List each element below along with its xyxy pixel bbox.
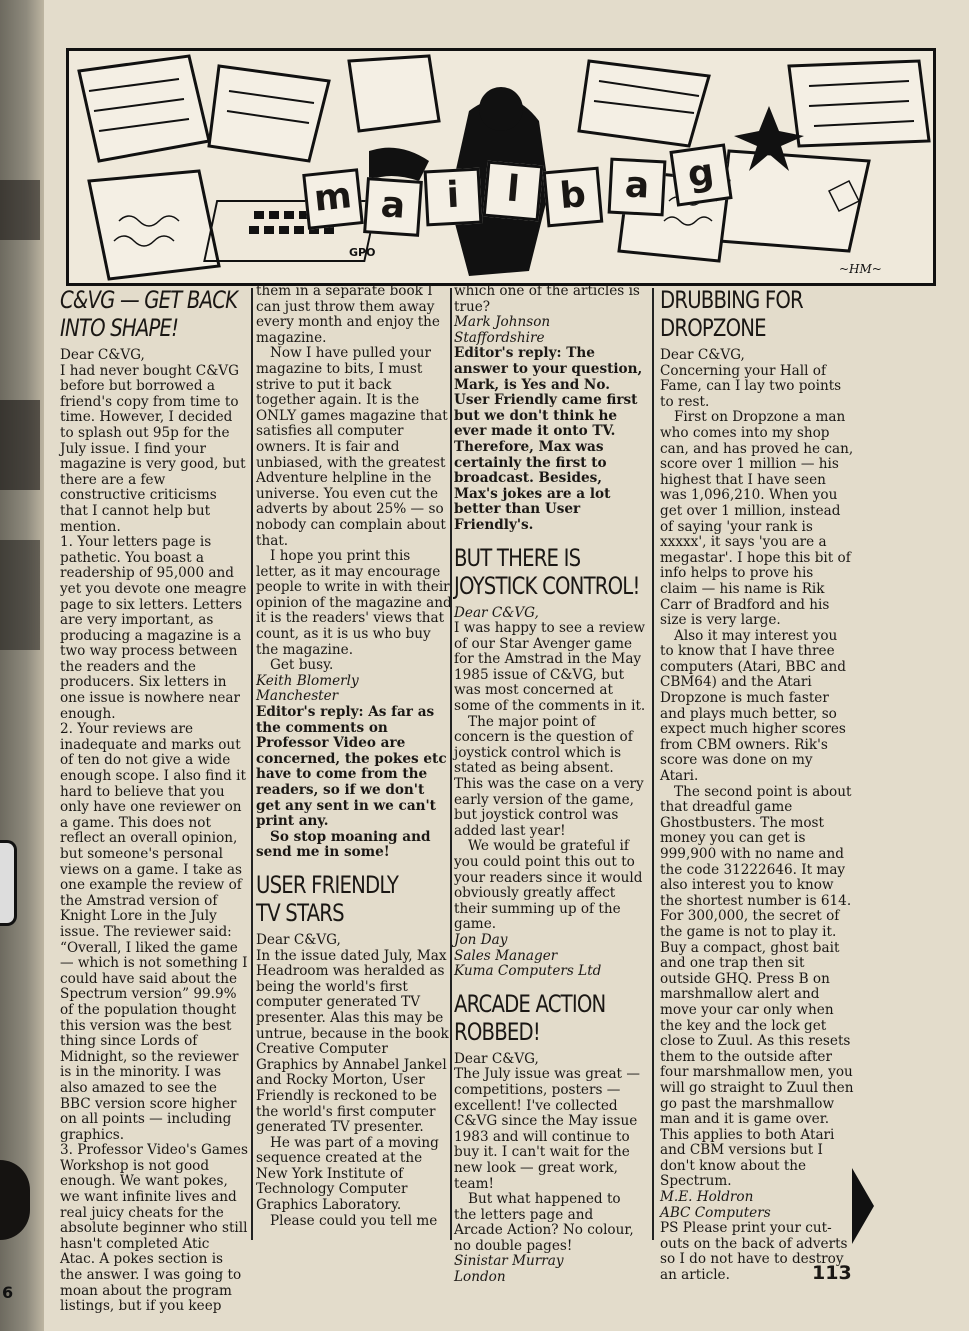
headline-drubbing-for-dropzone: [660, 286, 819, 342]
headline-line: JOYSTICK CONTROL!: [454, 571, 640, 600]
letter-paragraph: Now I have pulled your magazine to bits, I must strive to put it back together again. It is the ONLY games magazine that satisfies all computer owners. It is fair and unbiased, with the greatest Adventure helpline in the universe. You even cut the adverts by about 25% — so nobody can complain about that.: [256, 345, 448, 549]
headline-arcade-action-robbed: [454, 990, 611, 1046]
editor-reply: Editor's reply: As far as the comments on Professor Video are concerned, the pokes etc have to come from the readers, so if we don't get any sent in we can't print any.: [256, 704, 447, 830]
letter-paragraph: The July issue was great — competitions, posters — excellent! I've collected C&VG since the May issue 1983 and will continue to buy it. I can't wait for the new look — great work, team!: [454, 1066, 640, 1192]
signature-title: Sales Manager: [454, 947, 558, 964]
letter-paragraph: Also it may interest you to know that I have three computers (Atari, BBC and CBM64) and the Atari Dropzone is much faster and plays much better, so expect much higher scores from CBM owners. Rik's score was done on my Atari.: [660, 627, 846, 785]
headline-line: BUT THERE IS: [454, 543, 581, 572]
headline-joystick-control: [454, 543, 640, 600]
headline-line: ARCADE ACTION: [454, 989, 606, 1018]
banner-letter-b: b: [543, 167, 604, 228]
letter-paragraph: 3. Professor Video's Games Workshop is not good enough. We want pokes, we want infinite lives and real juicy cheats for the absolute beginner who still hasn't completed Atic Atac. A pokes section is the answer. I was going to moan about the program listings, but if you keep: [60, 1142, 248, 1315]
signature-place: London: [454, 1269, 506, 1286]
headline-line: INTO SHAPE!: [60, 314, 179, 342]
signature-place: Staffordshire: [454, 329, 545, 346]
banner-letter-m: m: [302, 168, 364, 230]
letter-paragraph: them in a separate book I can just throw them away every month and enjoy the magazine.: [256, 283, 440, 346]
signature-name: Jon Day: [454, 931, 508, 948]
van-label: GPO: [349, 246, 376, 259]
envelope-shape: [79, 56, 209, 161]
letter-paragraph: We would be grateful if you could point this out to your readers since it would obviously greatly affect their summing up of the game.: [454, 838, 643, 933]
column-2: [256, 284, 452, 1241]
editor-reply: So stop moaning and send me in some!: [256, 828, 431, 861]
magazine-spine: [0, 0, 44, 1331]
headline-line: DRUBBING FOR: [660, 286, 803, 314]
headline-line: C&VG — GET BACK: [60, 286, 238, 314]
signature-company: Kuma Computers Ltd: [454, 963, 602, 980]
signature-name: Sinistar Murray: [454, 1253, 564, 1270]
signature-name: Keith Blomerly: [256, 672, 359, 689]
headline-line: DROPZONE: [660, 314, 766, 342]
letter-paragraph: 1. Your letters page is pathetic. You boast a readership of 95,000 and yet you devote one meagre page to six letters. Letters are very important, as producing a magazine is a two way process between the readers and the producers. Six letters in one issue is nowhere near enough.: [60, 534, 247, 722]
banner-letter-a2: a: [608, 158, 667, 217]
column-rule: [652, 288, 654, 1240]
artist-signature: ~HM~: [839, 262, 882, 276]
banner-letter-l: l: [483, 161, 544, 222]
signature-name: Mark Johnson: [454, 314, 551, 331]
letter-paragraph: Concerning your Hall of Fame, can I lay two points to rest.: [660, 362, 842, 410]
letter-paragraph: Please could you tell me: [270, 1212, 438, 1229]
headline-line: ROBBED!: [454, 1017, 540, 1046]
letter-paragraph: I hope you print this letter, as it may encourage people to write in with their opinion of the magazine and it is the readers' views that count, as it is us who buy the magazine.: [256, 548, 452, 658]
letter-paragraph: I had never bought C&VG before but borrowed a friend's copy from time to time. However, I decided to splash out 95p for the July issue. I find your magazine is very good, but there are a few constructive criticisms that I cannot help but mention.: [60, 362, 246, 535]
signature-place: Manchester: [256, 688, 339, 705]
letter-paragraph: Get busy.: [270, 657, 334, 674]
spine-disc: [0, 1160, 30, 1240]
banner-letter-a: a: [363, 177, 423, 237]
spine-tab: [0, 840, 17, 926]
letter-paragraph: But what happened to the letters page and Arcade Action? No colour, no double pages!: [454, 1191, 634, 1254]
page-number: 113: [812, 1262, 852, 1284]
salutation: Dear C&VG,: [60, 347, 145, 363]
letter-paragraph: The second point is about that dreadful game Ghostbusters. The most money you can get is 999,900 with no name and the code 31222646. It may also interest you to know the shortest number is 614. For 300,000, the secret of the game is not to play it. Buy a compact, ghost bait and one trap then sit outside GHQ. Press B on marshmallow alert and move your car only when the key and the lock get close to Zuul. As this resets them to the outside after four marshmallow men, you will go straight to Zuul then go past the marshmallow man and it is game over. This applies to both Atari and CBM versions but I don't know about the Spectrum.: [660, 783, 854, 1190]
editor-reply: Editor's reply: The answer to your question, Mark, is Yes and No. User Friendly came first but we don't think he ever made it onto TV. Therefore, Max was certainly the first to broadcast. Besides, Max's jokes are a lot better than User Friendly's.: [454, 345, 643, 533]
letter-paragraph: In the issue dated July, Max Headroom was heralded as being the world's first computer generated TV presenter. Alas this may be untrue, because in the book Creative Computer Graphics by Annabel Jankel and Rocky Morton, User Friendly is reckoned to be the world's first computer generated TV presenter.: [256, 947, 449, 1136]
headline-get-back-into-shape: [60, 286, 238, 342]
banner-letter-i: i: [424, 168, 483, 227]
headline-line: TV STARS: [256, 898, 344, 927]
mailbag-banner: [66, 48, 936, 286]
salutation: Dear C&VG,: [660, 347, 745, 363]
salutation: Dear C&VG,: [454, 604, 539, 621]
column-3: [454, 283, 646, 1286]
letter-paragraph: 2. Your reviews are inadequate and marks out of ten do not give a wide enough scope. I also find it hard to believe that you only have one reviewer on a game. This does not reflect an overall opinion, but someone's personal views on a game. I take as one example the review of the Amstrad version of Knight Lore in the July issue. The reviewer said: “Overall, I liked the game — which is not something I could have said about the Spectrum version” 99.9% of the population thought this version was the best thing since Lords of Midnight, so the reviewer is in the minority. I was also amazed to see the BBC version score higher on all points — including graphics.: [60, 721, 248, 1143]
spine-mark: [0, 540, 40, 650]
continue-arrow-icon: [852, 1168, 874, 1244]
spine-mark: [0, 400, 40, 490]
previous-page-number: 6: [2, 1283, 14, 1302]
column-1: [60, 284, 248, 1315]
headline-user-friendly: [256, 871, 417, 927]
signature-name: M.E. Holdron: [660, 1189, 754, 1206]
salutation: Dear C&VG,: [454, 1050, 539, 1067]
letter-paragraph: The major point of concern is the question of joystick control which is stated as being absent. This was the case on a very early version of the game, but joystick control was added last year!: [454, 713, 644, 839]
letter-paragraph: which one of the articles is true?: [454, 283, 640, 315]
postscript: PS Please print your cut-outs on the back of adverts so I do not have to destroy an article.: [660, 1220, 848, 1284]
letter-paragraph: He was part of a moving sequence created at the New York Institute of Technology Computer Graphics Laboratory.: [256, 1134, 439, 1214]
headline-line: USER FRIENDLY: [256, 870, 399, 899]
salutation: Dear C&VG,: [256, 931, 341, 948]
letter-paragraph: First on Dropzone a man who comes into my shop can, and has proved he can, score over 1 million — his highest that I have seen was 1,096,210. When you get over 1 million, instead of saying 'your rank is xxxxx', it says 'you are a megastar'. I hope this bit of info helps to prove his claim — his name is Rik Carr of Bradford and his size is very large.: [660, 409, 854, 629]
banner-letter-g: g: [669, 143, 732, 206]
letter-paragraph: I was happy to see a review of our Star Avenger game for the Amstrad in the May 1985 issue of C&VG, but was most concerned at some of the comments in it.: [454, 620, 646, 715]
magazine-page: [44, 0, 969, 1331]
spine-mark: [0, 180, 40, 240]
column-rule: [251, 288, 253, 1240]
signature-company: ABC Computers: [660, 1204, 771, 1221]
